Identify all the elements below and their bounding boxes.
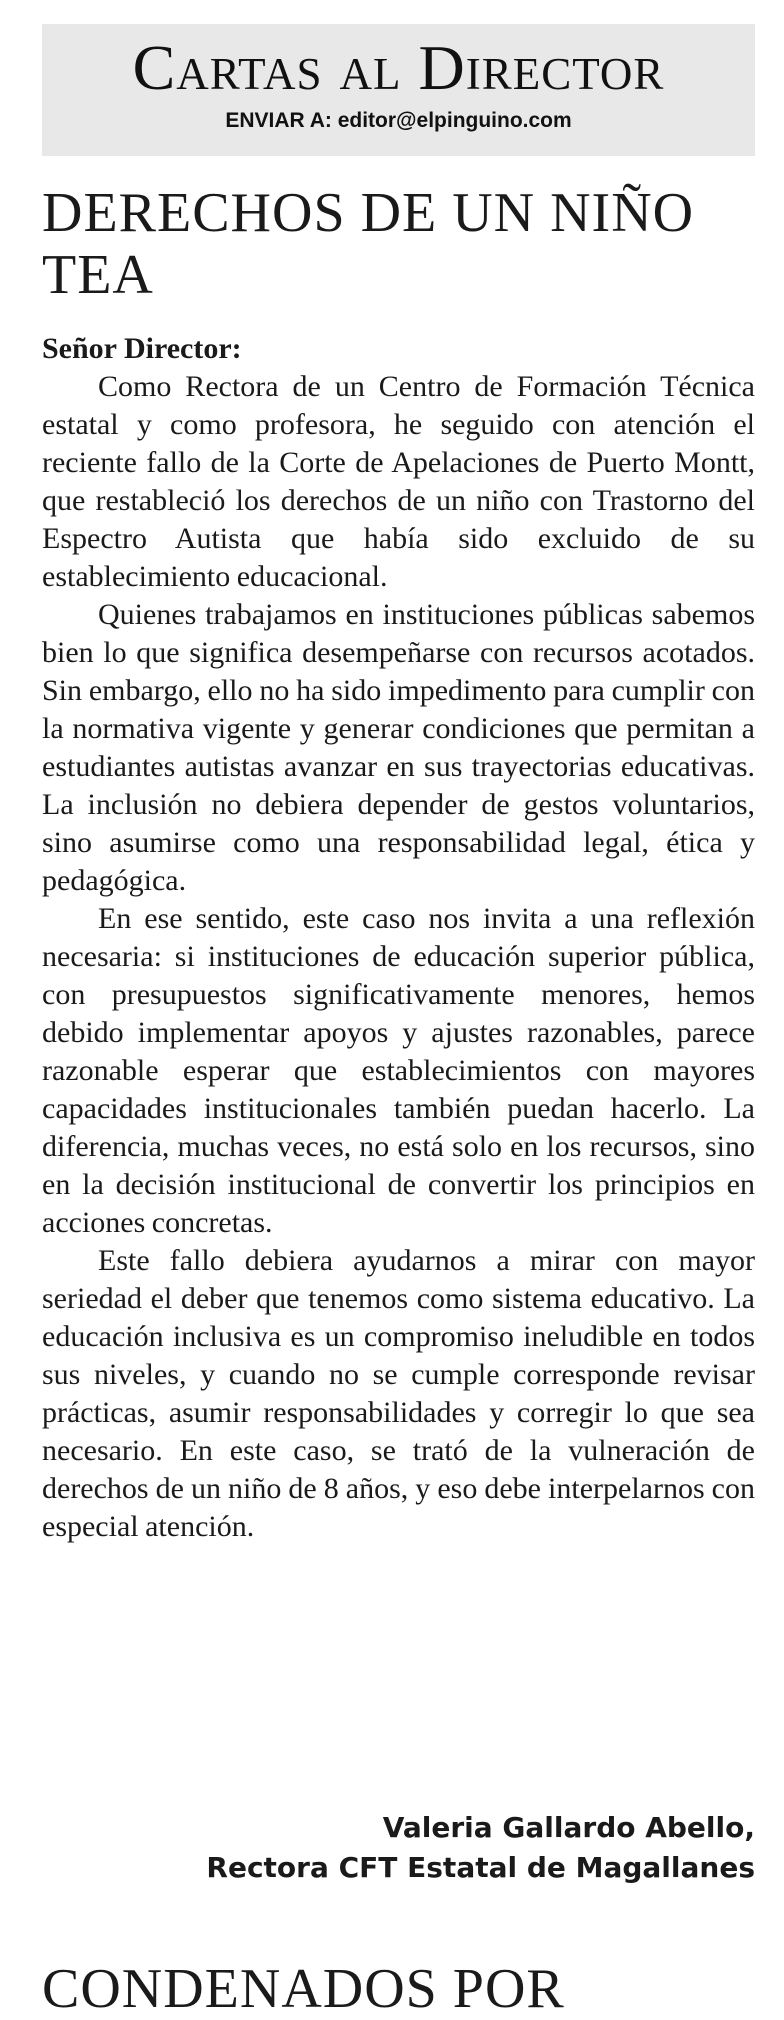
letter-salutation: Señor Director:	[42, 332, 242, 365]
letter-paragraph: En ese sentido, este caso nos invita a una reflexión necesaria: si instituciones de educación superior pública, con presupuestos significativamente menores, hemos debido implementar apoyos y ajustes razonables, parece razonable esperar que establecimientos con mayores capacidades institucionales también puedan hacerlo. La diferencia, muchas veces, no está solo en los recursos, sino en la decisión institucional de convertir los principios en acciones concretas.	[42, 902, 755, 1239]
next-letter-headline: CONDENADOS POR	[42, 1958, 565, 2020]
submission-email: ENVIAR A: editor@elpinguino.com	[225, 109, 572, 132]
letter-paragraph: Este fallo debiera ayudarnos a mirar con mayor seriedad el deber que tenemos como sistema educativo. La educación inclusiva es un compromiso ineludible en todos sus niveles, y cuando no se cumple corresponde revisar prácticas, asumir responsabilidades y corregir lo que sea necesario. En este caso, se trató de la vulneración de derechos de un niño de 8 años, y eso debe interpelarnos con especial atención.	[42, 1244, 755, 1543]
letter-headline: DERECHOS DE UN NIÑO TEA	[42, 182, 695, 306]
letter-signature	[206, 1808, 755, 1888]
signature-title: Rectora CFT Estatal de Magallanes	[206, 1851, 755, 1884]
signature-name: Valeria Gallardo Abello,	[382, 1811, 755, 1844]
letter-paragraph: Quienes trabajamos en instituciones públicas sabemos bien lo que significa desempeñarse con recursos acotados. Sin embargo, ello no ha sido impedimento para cumplir con la normativa vigente y generar condiciones que permitan a estudiantes autistas avanzar en sus trayectorias educativas. La inclusión no debiera depender de gestos voluntarios, sino asumirse como una responsabilidad legal, ética y pedagógica.	[42, 598, 755, 897]
letter-body	[42, 368, 755, 1546]
section-header	[42, 24, 755, 156]
section-title: Cartas al Director	[132, 32, 665, 103]
letter-paragraph: Como Rectora de un Centro de Formación Técnica estatal y como profesora, he seguido con atención el reciente fallo de la Corte de Apelaciones de Puerto Montt, que restableció los derechos de un niño con Trastorno del Espectro Autista que había sido excluido de su establecimiento educacional.	[42, 370, 755, 593]
